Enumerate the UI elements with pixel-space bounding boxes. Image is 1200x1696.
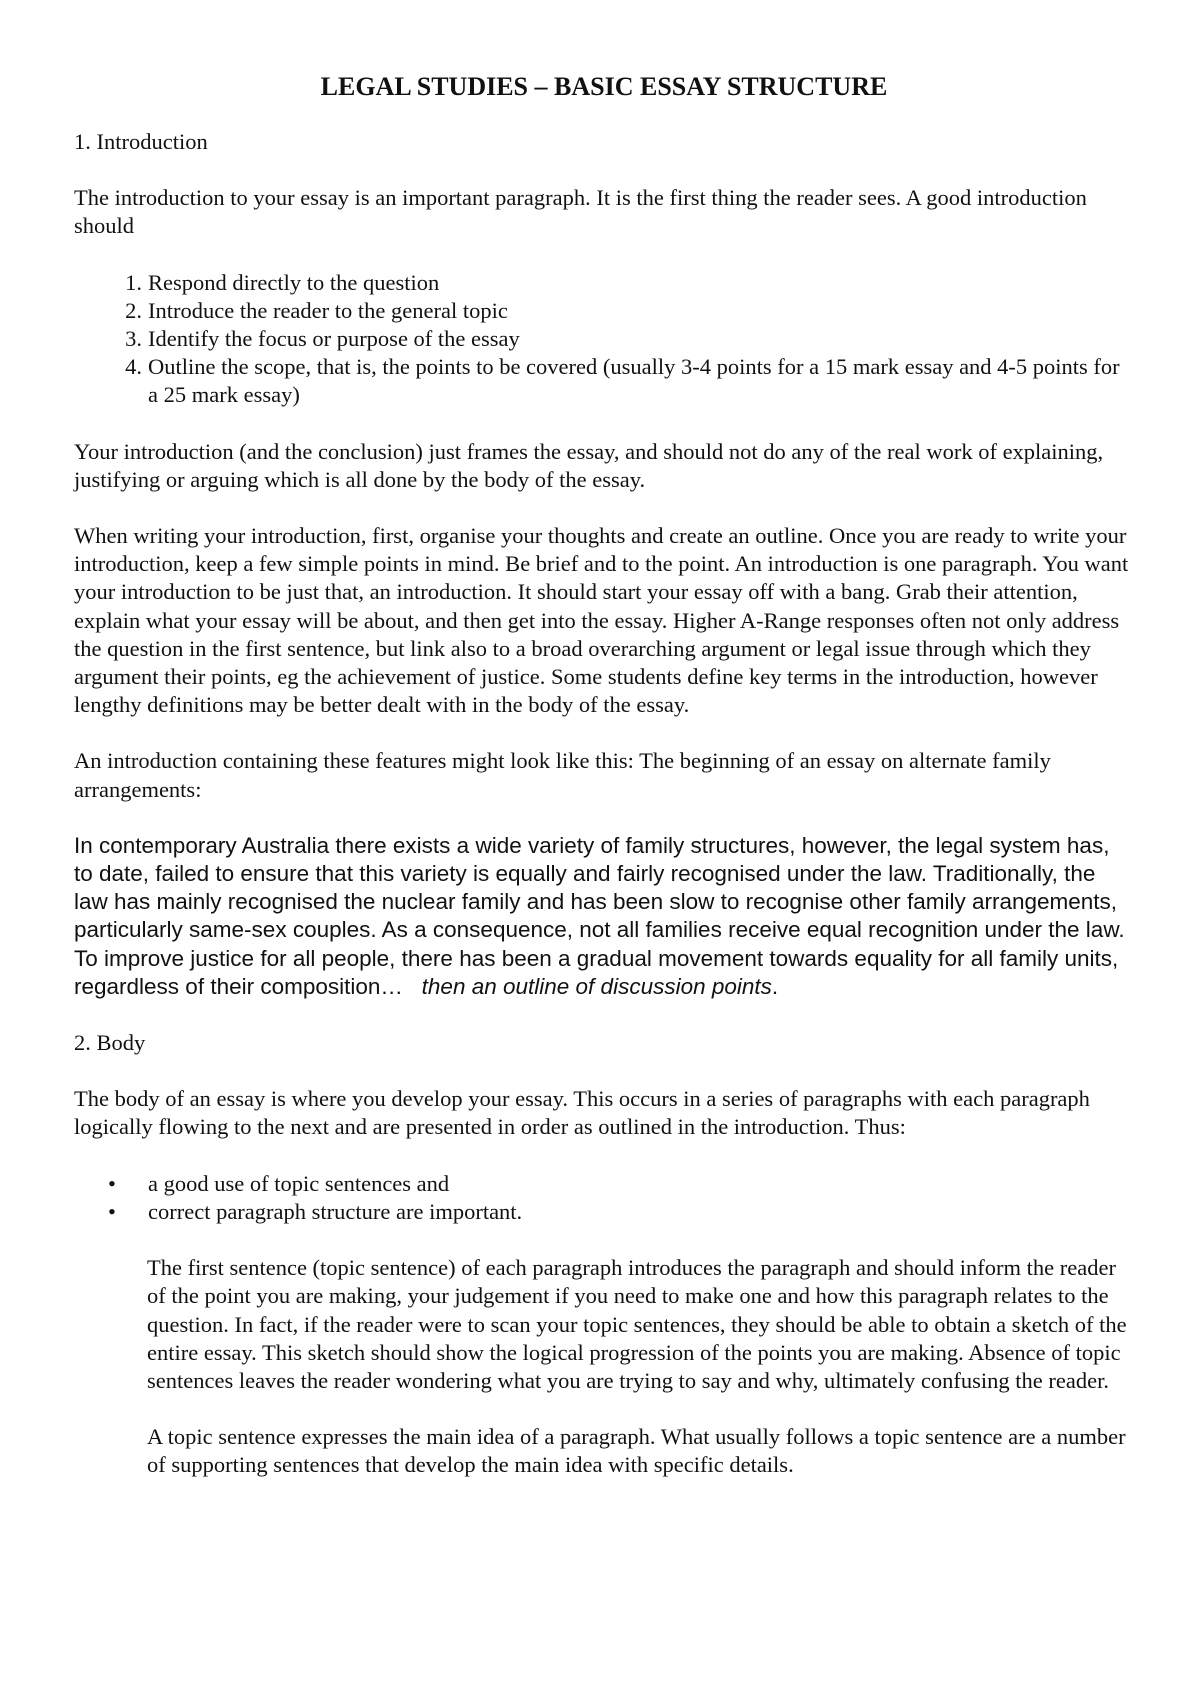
section-heading-body: 2. Body <box>74 1030 146 1056</box>
list-item-text: Respond directly to the question <box>148 269 440 295</box>
list-item <box>74 353 1134 409</box>
body-bullet-list <box>74 1170 1134 1226</box>
intro-lead-paragraph: The introduction to your essay is an important paragraph. It is the first thing the reader sees. A good introduction should <box>74 185 1087 239</box>
list-item-text: correct paragraph structure are important. <box>148 1198 523 1224</box>
document-content <box>74 70 1134 1508</box>
bullet-mark: • <box>108 1198 116 1224</box>
list-item-text: Introduce the reader to the general topic <box>148 297 508 323</box>
list-item <box>74 325 1134 353</box>
list-number: 3. <box>125 326 142 352</box>
list-item <box>74 1170 1134 1198</box>
body-lead-paragraph: The body of an essay is where you develop your essay. This occurs in a series of paragraphs with each paragraph logically flowing to the next and are presented in order as outlined in the introduction. Thus: <box>74 1086 1090 1140</box>
body-topic-sentence-paragraph: The first sentence (topic sentence) of each paragraph introduces the paragraph and should inform the reader of the point you are making, your judgement if you need to make one and how this paragraph relates to the question. In fact, if the reader were to scan your topic sentences, they should be able to obtain a sketch of the entire essay. This sketch should show the logical progression of the points you are making. Absence of topic sentences leaves the reader wondering what you are trying to say and why, ultimately confusing the reader. <box>147 1255 1127 1393</box>
bullet-mark: • <box>108 1170 116 1196</box>
sample-italic-note: then an outline of discussion points <box>421 973 772 999</box>
sample-text: In contemporary Australia there exists a wide variety of family structures, however, the legal system has, to date, failed to ensure that this variety is equally and fairly recognised under the law. Traditionally, the law has mainly recognised the nuclear family and has been slow to recognise other family arrangements, particularly same-sex couples. As a consequence, not all families receive equal recognition under the law. To improve justice for all people, there has been a gradual movement towards equality for all family units, regardless of their composition… <box>74 832 1125 999</box>
page-title: LEGAL STUDIES – BASIC ESSAY STRUCTURE <box>320 72 888 101</box>
list-item-text: Identify the focus or purpose of the essay <box>148 326 520 352</box>
section-heading-introduction: 1. Introduction <box>74 129 208 154</box>
list-number: 1. <box>125 269 142 295</box>
body-main-idea-paragraph: A topic sentence expresses the main idea of a paragraph. What usually follows a topic sentence are a number of supporting sentences that develop the main idea with specific details. <box>147 1424 1126 1478</box>
list-item <box>74 269 1134 297</box>
list-number: 4. <box>125 354 142 380</box>
intro-numbered-list <box>74 269 1134 410</box>
intro-frames-paragraph: Your introduction (and the conclusion) just frames the essay, and should not do any of the real work of explaining, justifying or arguing which is all done by the body of the essay. <box>74 438 1104 492</box>
list-item-text: Outline the scope, that is, the points to be covered (usually 3-4 points for a 15 mark essay and 4-5 points for a 25 mark essay) <box>148 354 1120 408</box>
sample-end: . <box>771 973 779 999</box>
intro-example-lead: An introduction containing these features might look like this: The beginning of an essay on alternate family arrangements: <box>74 748 1051 802</box>
list-item-text: a good use of topic sentences and <box>148 1170 450 1196</box>
intro-writing-paragraph: When writing your introduction, first, organise your thoughts and create an outline. Once you are ready to write your introduction, keep a few simple points in mind. Be brief and to the point. An introduction is one paragraph. You want your introduction to be just that, an introduction. It should start your essay off with a bang. Grab their attention, explain what your essay will be about, and then get into the essay. Higher A-Range responses often not only address the question in the first sentence, but link also to a broad overarching argument or legal issue through which they argument their points, eg the achievement of justice. Some students define key terms in the introduction, however lengthy definitions may be better dealt with in the body of the essay. <box>74 523 1129 718</box>
sample-introduction <box>74 832 1134 1001</box>
list-item <box>74 297 1134 325</box>
list-item <box>74 1198 1134 1226</box>
list-number: 2. <box>125 297 142 323</box>
